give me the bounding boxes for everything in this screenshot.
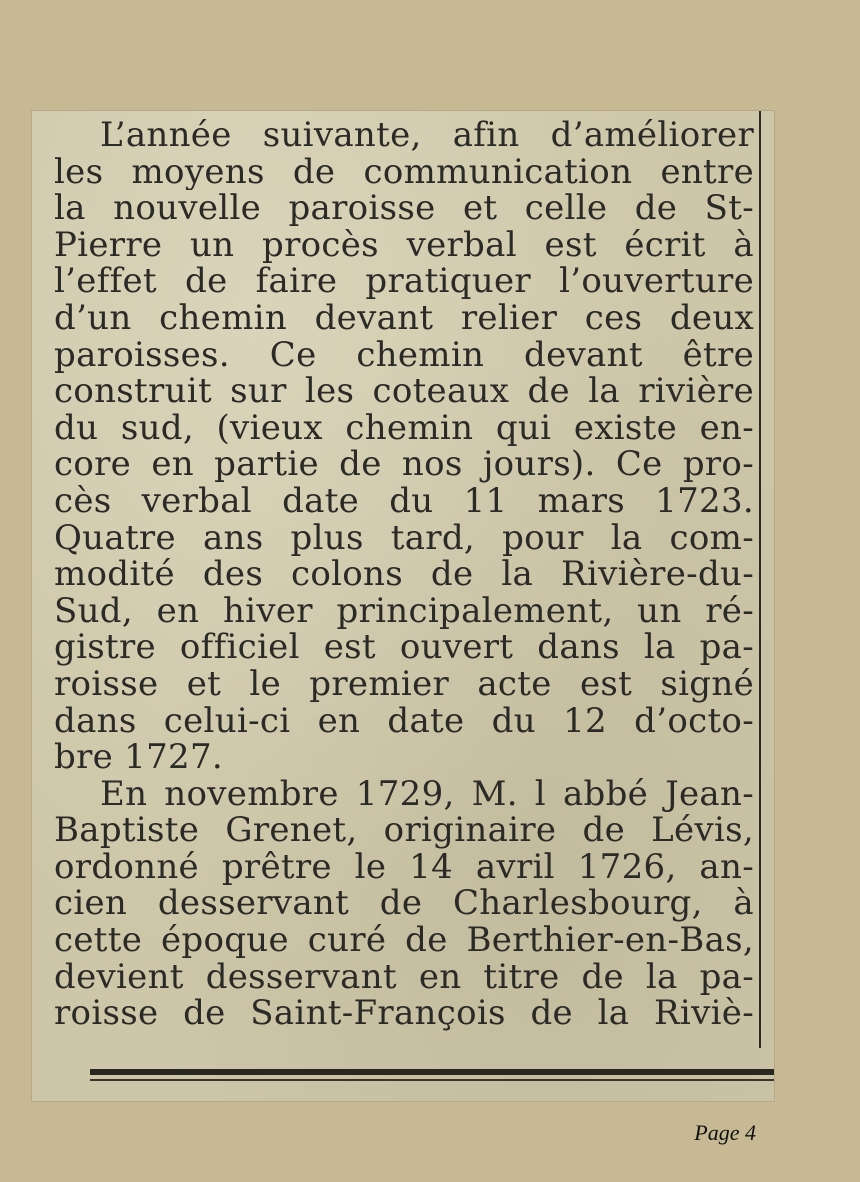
text-line: paroisses. Ce chemin devant être [54, 336, 754, 374]
newspaper-clipping [32, 111, 774, 1101]
text-line: roisse et le premier acte est signé [54, 665, 754, 703]
text-line: bre 1727. [54, 739, 223, 776]
text-line: Baptiste Grenet, originaire de Lévis, [54, 812, 754, 849]
text-line: construit sur les coteaux de la rivière [54, 373, 754, 410]
column-rule [759, 111, 761, 1048]
bottom-rule-thick [90, 1069, 774, 1075]
article-body [54, 117, 754, 1032]
text-line: Quatre ans plus tard, pour la com- [54, 519, 754, 557]
text-line: gistre officiel est ouvert dans la pa- [54, 629, 754, 666]
text-line: roisse de Saint-François de la Riviè- [54, 995, 754, 1032]
text-line: les moyens de communication entre [54, 153, 754, 191]
bottom-rule [90, 1069, 774, 1081]
text-line: dans celui-ci en date du 12 d’octo- [54, 702, 754, 740]
text-line: du sud, (vieux chemin qui existe en- [54, 409, 754, 447]
text-line: cien desservant de Charlesbourg, à [54, 885, 754, 923]
text-line: ordonné prêtre le 14 avril 1726, an- [54, 848, 754, 886]
text-line: devient desservant en titre de la pa- [54, 958, 754, 996]
text-line: l’effet de faire pratiquer l’ouverture [54, 263, 754, 300]
text-line: la nouvelle paroisse et celle de St- [54, 190, 754, 227]
text-line: cès verbal date du 11 mars 1723. [54, 482, 754, 520]
text-line: d’un chemin devant relier ces deux [54, 299, 754, 337]
text-line: core en partie de nos jours). Ce pro- [54, 446, 754, 483]
bottom-rule-thin [90, 1079, 774, 1081]
text-line: L’année suivante, afin d’améliorer [100, 117, 754, 154]
page-number: Page 4 [694, 1120, 756, 1145]
text-line: Pierre un procès verbal est écrit à [54, 226, 754, 264]
text-line: cette époque curé de Berthier-en-Bas, [54, 922, 754, 959]
text-line: modité des colons de la Rivière-du- [54, 556, 754, 593]
text-line: Sud, en hiver principalement, un ré- [54, 592, 754, 630]
text-line: En novembre 1729, M. l abbé Jean- [100, 775, 754, 813]
